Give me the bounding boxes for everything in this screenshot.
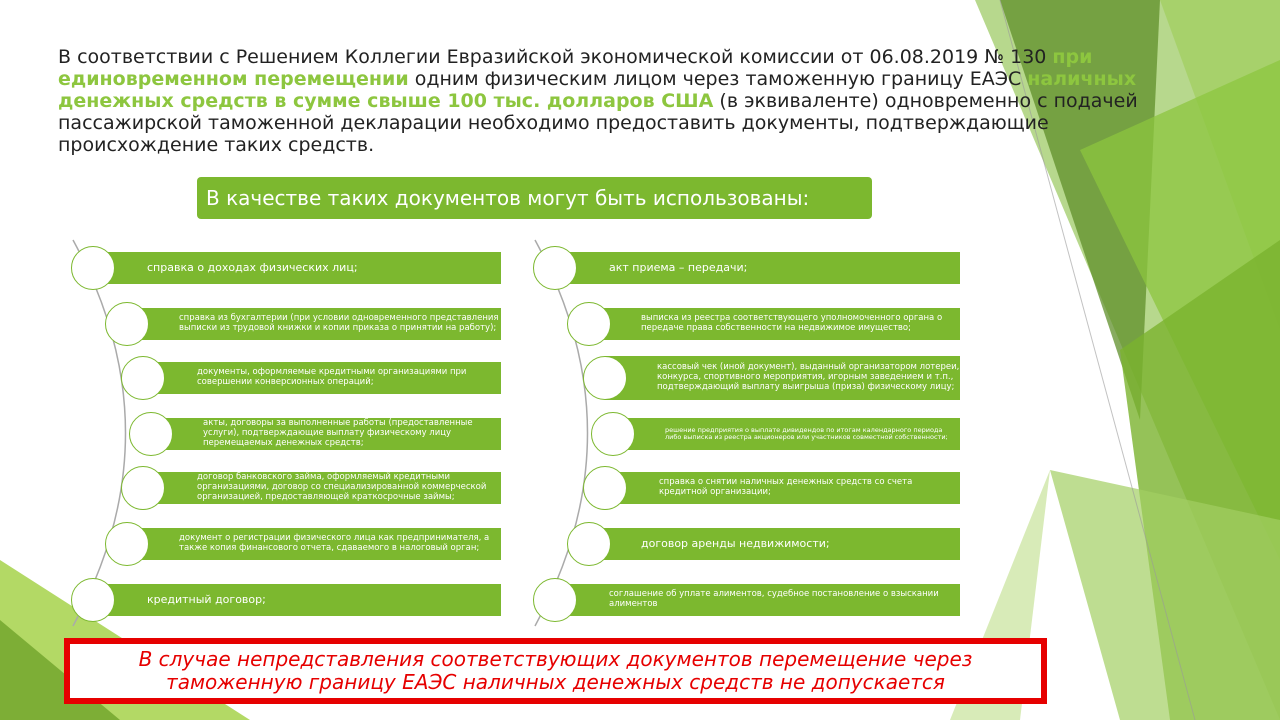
right-item-text: акт приема – передачи;	[555, 252, 960, 284]
bullet-circle	[105, 302, 149, 346]
left-item-5	[121, 472, 501, 504]
left-item-6	[105, 528, 501, 560]
left-item-text: кредитный договор;	[93, 584, 501, 616]
intro-highlight-1: при единовременном перемещении	[58, 46, 1093, 90]
right-item-2	[567, 308, 960, 340]
bullet-circle	[105, 522, 149, 566]
bullet-circle	[121, 466, 165, 510]
left-item-2	[105, 308, 501, 340]
left-item-text: документы, оформляемые кредитными организациями при совершении конверсионных операций;	[143, 362, 501, 394]
intro-text-3: (в эквиваленте) одновременно с подачей пассажирской таможенной декларации необходимо предоставить документы, подтверждающие происхождение таких средств.	[58, 90, 1138, 156]
right-item-6	[567, 528, 960, 560]
warning-box	[64, 638, 1047, 704]
right-item-text: договор аренды недвижимости;	[589, 528, 960, 560]
right-item-3	[583, 356, 960, 400]
right-item-text: соглашение об уплате алиментов, судебное постановление о взыскании алиментов	[555, 584, 960, 616]
right-item-text: выписка из реестра соответствующего уполномоченного органа о передаче права собственности на недвижимое имущество;	[589, 308, 960, 340]
bullet-circle	[533, 246, 577, 290]
bullet-circle	[583, 356, 627, 400]
bullet-circle	[583, 466, 627, 510]
right-item-7	[533, 584, 960, 616]
bullet-circle	[71, 246, 115, 290]
bullet-circle	[567, 302, 611, 346]
left-item-7	[71, 584, 501, 616]
bullet-circle	[567, 522, 611, 566]
left-item-text: документ о регистрации физического лица как предпринимателя, а также копия финансового отчета, сдаваемого в налоговый орган;	[127, 528, 501, 560]
right-item-text: справка о снятии наличных денежных средств со счета кредитной организации;	[605, 472, 960, 504]
right-document-list	[525, 238, 1005, 628]
right-item-4	[591, 418, 960, 450]
bullet-circle	[71, 578, 115, 622]
intro-paragraph	[58, 46, 1168, 156]
left-document-list	[63, 238, 543, 628]
intro-text-1: В соответствии с Решением Коллегии Евразийской экономической комиссии от 06.08.2019 № 130	[58, 46, 1053, 68]
bullet-circle	[129, 412, 173, 456]
left-item-4	[129, 418, 501, 450]
left-item-text: договор банковского займа, оформляемый кредитными организациями, договор со специализированной коммерческой организацией, предоставляющей краткосрочные займы;	[143, 472, 501, 504]
bullet-circle	[591, 412, 635, 456]
intro-text-2: одним физическим лицом через таможенную границу ЕАЭС	[408, 68, 1028, 90]
left-item-text: акты, договоры за выполненные работы (предоставленные услуги), подтверждающие выплату физическому лицу перемещаемых денежных средств;	[151, 418, 501, 450]
right-item-text: кассовый чек (иной документ), выданный организатором лотереи, конкурса, спортивного мероприятия, игорным заведением и т.п., подтверждающий выплату выигрыша (приза) физическому лицу;	[605, 356, 960, 400]
left-item-text: справка о доходах физических лиц;	[93, 252, 501, 284]
bullet-circle	[121, 356, 165, 400]
bullet-circle	[533, 578, 577, 622]
left-item-3	[121, 362, 501, 394]
right-item-1	[533, 252, 960, 284]
documents-header: В качестве таких документов могут быть использованы:	[197, 177, 872, 219]
right-item-5	[583, 472, 960, 504]
left-item-text: справка из бухгалтерии (при условии одновременного представления выписки из трудовой книжки и копии приказа о принятии на работу);	[127, 308, 501, 340]
warning-text: В случае непредставления соответствующих документов перемещение через таможенную границу ЕАЭС наличных денежных средств не допускается	[138, 647, 973, 694]
right-item-text: решение предприятия о выплате дивидендов по итогам календарного периода либо выписка из реестра акционеров или участников совместной собственности;	[613, 418, 960, 450]
intro-highlight-2: наличных денежных средств в сумме свыше 100 тыс. долларов США	[58, 68, 1137, 112]
left-item-1	[71, 252, 501, 284]
